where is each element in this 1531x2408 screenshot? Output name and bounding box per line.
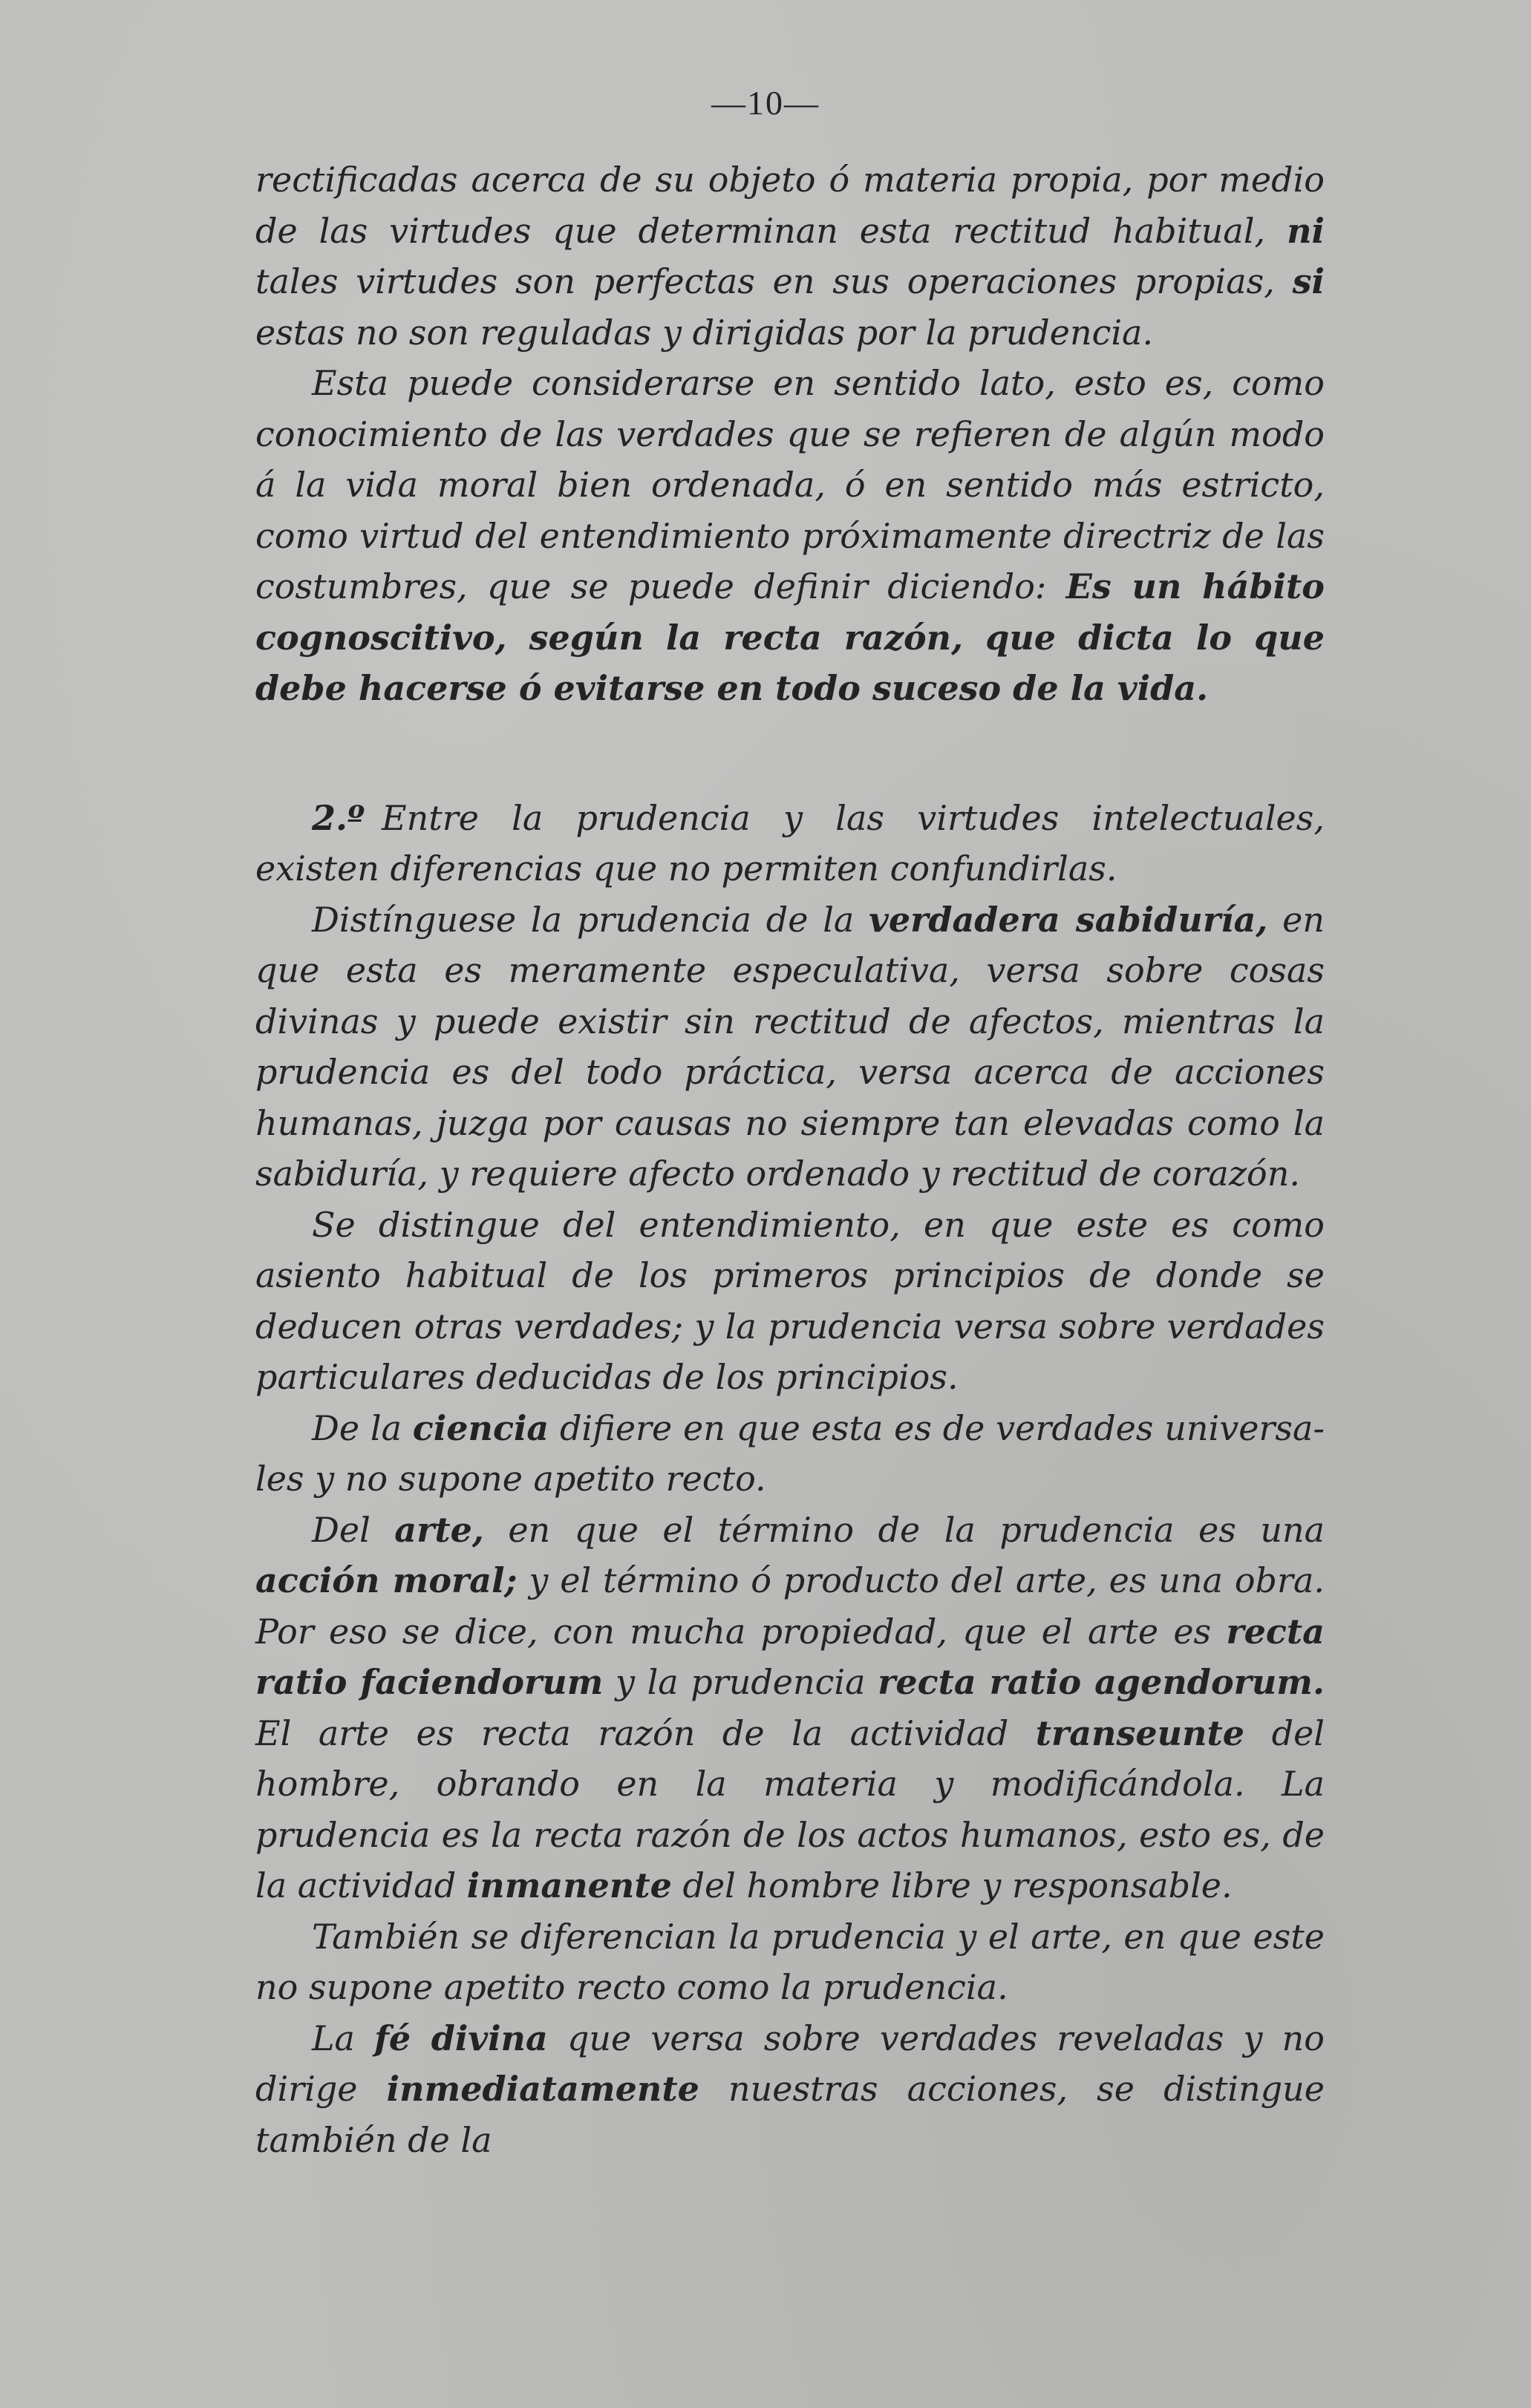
text-run: También se diferencian la prudencia y el arte, en que este no supone apetito recto como la prudencia. <box>255 1916 1325 2007</box>
paragraph-6 <box>255 1403 1325 1505</box>
text-run: nuestras acciones, se distingue también de la <box>255 2069 1325 2160</box>
emphasis-text: arte, <box>394 1509 484 1550</box>
emphasis-text: verdadera sabiduría, <box>869 899 1268 940</box>
paragraph-8 <box>255 1911 1325 2013</box>
paragraph-2 <box>255 358 1325 714</box>
emphasis-text: ni <box>1287 210 1325 251</box>
emphasis-text: si <box>1292 261 1325 301</box>
paragraph-1 <box>255 154 1325 358</box>
text-run: El arte es recta razón de la actividad <box>255 1712 1036 1753</box>
paragraph-4 <box>255 894 1325 1200</box>
paragraph-3-section-2 <box>255 793 1325 894</box>
text-run: Entre la prudencia y las virtudes intelectuales, existen diferencias que no permiten confundirlas. <box>255 797 1325 889</box>
emphasis-text: inmediatamente <box>386 2069 699 2109</box>
text-run: Del <box>312 1509 395 1550</box>
section-number: 2.º <box>312 797 365 838</box>
emphasis-text: recta ratio agendorum. <box>878 1662 1325 1702</box>
text-run: Se distingue del entendimiento, en que este es como asiento habitual de los primeros principios de donde se deducen otras verdades; y la prudencia versa sobre verdades particulares deducidas de los principios. <box>255 1204 1325 1397</box>
text-run: rectificadas acerca de su objeto ó materia propia, por medio de las virtudes que determinan esta rectitud habitual, <box>255 160 1325 251</box>
emphasis-text: fé divina <box>374 2018 548 2058</box>
text-run: estas no son reguladas y dirigidas por la prudencia. <box>255 312 1154 353</box>
paragraph-7 <box>255 1505 1325 1911</box>
emphasis-text: transeunte <box>1035 1712 1245 1753</box>
text-run: del hombre, obrando en la materia y modificándola. La prudencia es la recta razón de los actos humanos, esto es, de la actividad <box>255 1712 1325 1905</box>
text-run: del hombre libre y responsable. <box>671 1865 1233 1905</box>
text-run: Distínguese la prudencia de la <box>312 899 869 940</box>
text-run: en que el término de la prudencia es una <box>483 1509 1325 1550</box>
paragraph-5 <box>255 1200 1325 1403</box>
text-run: De la <box>312 1407 413 1448</box>
text-run: La <box>312 2018 375 2058</box>
text-run: Esta puede considerarse en sentido lato, esto es, como conocimiento de las verdades que se refieren de algún modo á la vida moral bien ordenada, ó en sentido más estricto, como virtud del entendimiento próximamente directriz de las costumbres, que se puede definir diciendo: <box>255 363 1325 606</box>
text-run: tales virtudes son perfectas en sus operaciones propias, <box>255 261 1293 301</box>
emphasis-text: acción moral; <box>255 1560 518 1600</box>
emphasis-text: Es un hábito cognoscitivo, según la recta razón, que dicta lo que debe hacerse ó evitarse en todo suceso de la vida. <box>255 566 1325 708</box>
text-run: que versa sobre verdades reveladas y no dirige <box>255 2018 1325 2109</box>
emphasis-text: inmanente <box>466 1865 672 1905</box>
page-number: —10— <box>711 84 820 122</box>
text-run: y el término ó producto del arte, es una obra. Por eso se dice, con mucha propiedad, que el arte es <box>255 1560 1325 1652</box>
text-run: difiere en que esta es de verdades universales y no supone apetito recto. <box>255 1407 1325 1499</box>
emphasis-text: ciencia <box>412 1407 549 1448</box>
paragraph-9 <box>255 2013 1325 2166</box>
emphasis-text: recta ratio faciendorum <box>255 1611 1325 1702</box>
text-run: y la prudencia <box>603 1662 878 1702</box>
body-text <box>255 154 1325 2165</box>
text-run: en que esta es meramente especulativa, versa sobre cosas divinas y puede existir sin rectitud de afectos, mientras la prudencia es del todo práctica, versa acerca de acciones humanas, juzga por causas no siempre tan elevadas como la sabiduría, y requiere afecto ordenado y rectitud de corazón. <box>255 899 1325 1194</box>
